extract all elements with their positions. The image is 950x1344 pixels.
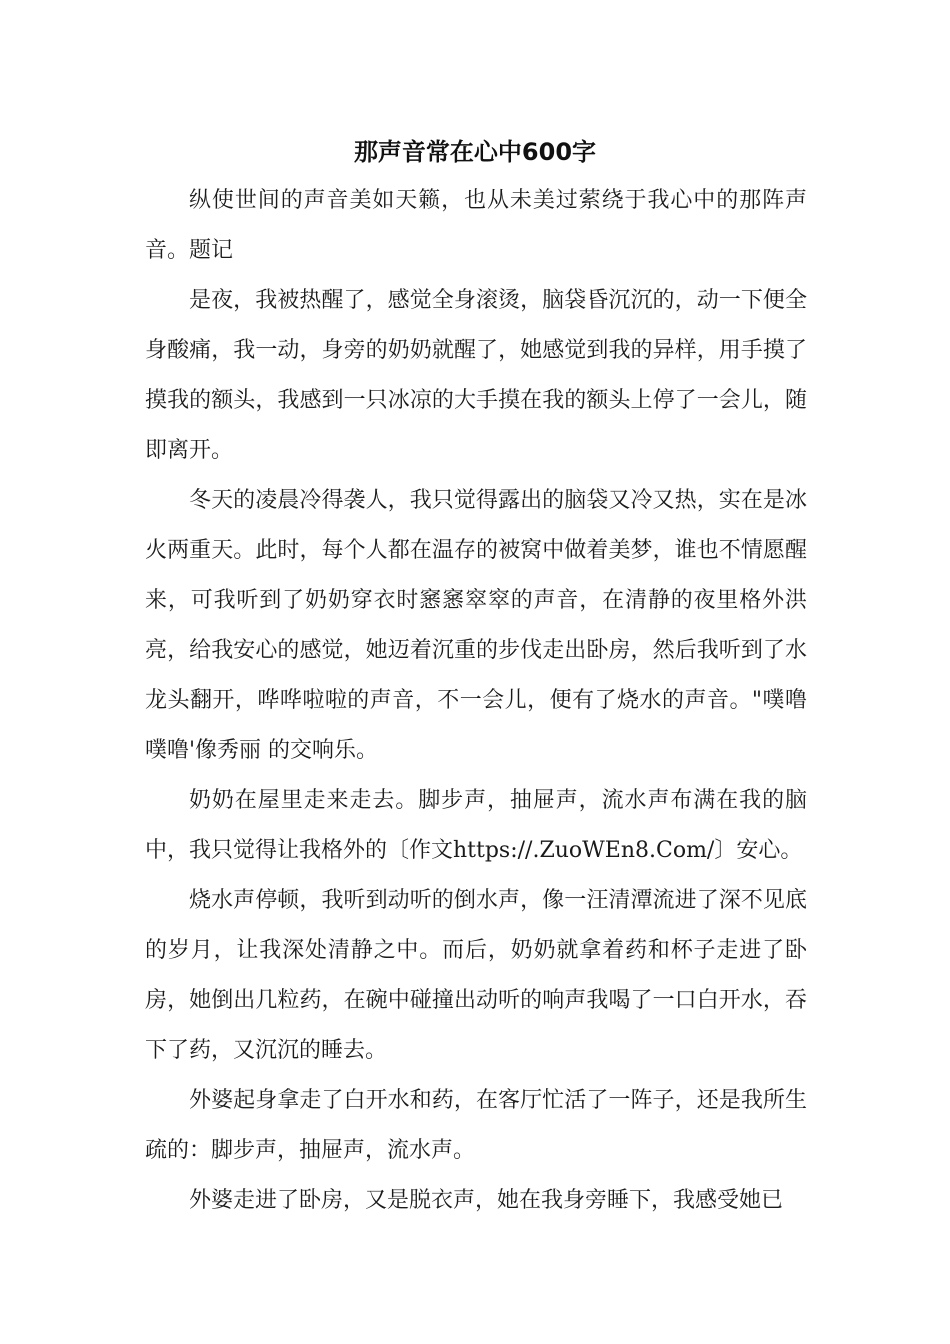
document-body bbox=[145, 176, 807, 1226]
page-title: 那声音常在心中600字 bbox=[353, 138, 597, 166]
paragraph-winter-night: 冬天的凌晨冷得袭人，我只觉得露出的脑袋又冷又热，实在是冰火两重天。此时，每个人都在温存的被窝中做着美梦，谁也不情愿醒来，可我听到了奶奶穿衣时窸窸窣窣的声音，在清静的夜里格外洪亮，给我安心的感觉，她迈着沉重的步伐走出卧房，然后我听到了水龙头翻开，哗哗啦啦的声音，不一会儿，便有了烧水的声音。"噗噜噗噜'像秀丽 的交响乐。 bbox=[145, 488, 807, 763]
paragraph-busy-grandma: 外婆起身拿走了白开水和药，在客厅忙活了一阵子，还是我所生疏的：脚步声，抽屉声，流水声。 bbox=[145, 1088, 807, 1163]
paragraph-epigraph: 纵使世间的声音美如天籁，也从未美过萦绕于我心中的那阵声音。题记 bbox=[145, 188, 807, 263]
paragraph-grandma-walking: 奶奶在屋里走来走去。脚步声，抽屉声，流水声布满在我的脑中，我只觉得让我格外的〔作文https://.ZuoWEn8.Com/〕安心。 bbox=[145, 788, 807, 863]
paragraph-waking: 是夜，我被热醒了，感觉全身滚烫，脑袋昏沉沉的，动一下便全身酸痛，我一动，身旁的奶奶就醒了，她感觉到我的异样，用手摸了摸我的额头，我感到一只冰凉的大手摸在我的额头上停了一会儿，随即离开。 bbox=[145, 288, 807, 463]
paragraph-medicine: 烧水声停顿，我听到动听的倒水声，像一汪清潭流进了深不见底的岁月，让我深处清静之中。而后，奶奶就拿着药和杯子走进了卧房，她倒出几粒药，在碗中碰撞出动听的响声我喝了一口白开水，吞下了药，又沉沉的睡去。 bbox=[145, 888, 807, 1063]
paragraph-back-to-bed: 外婆走进了卧房，又是脱衣声，她在我身旁睡下，我感受她已 bbox=[189, 1188, 784, 1213]
